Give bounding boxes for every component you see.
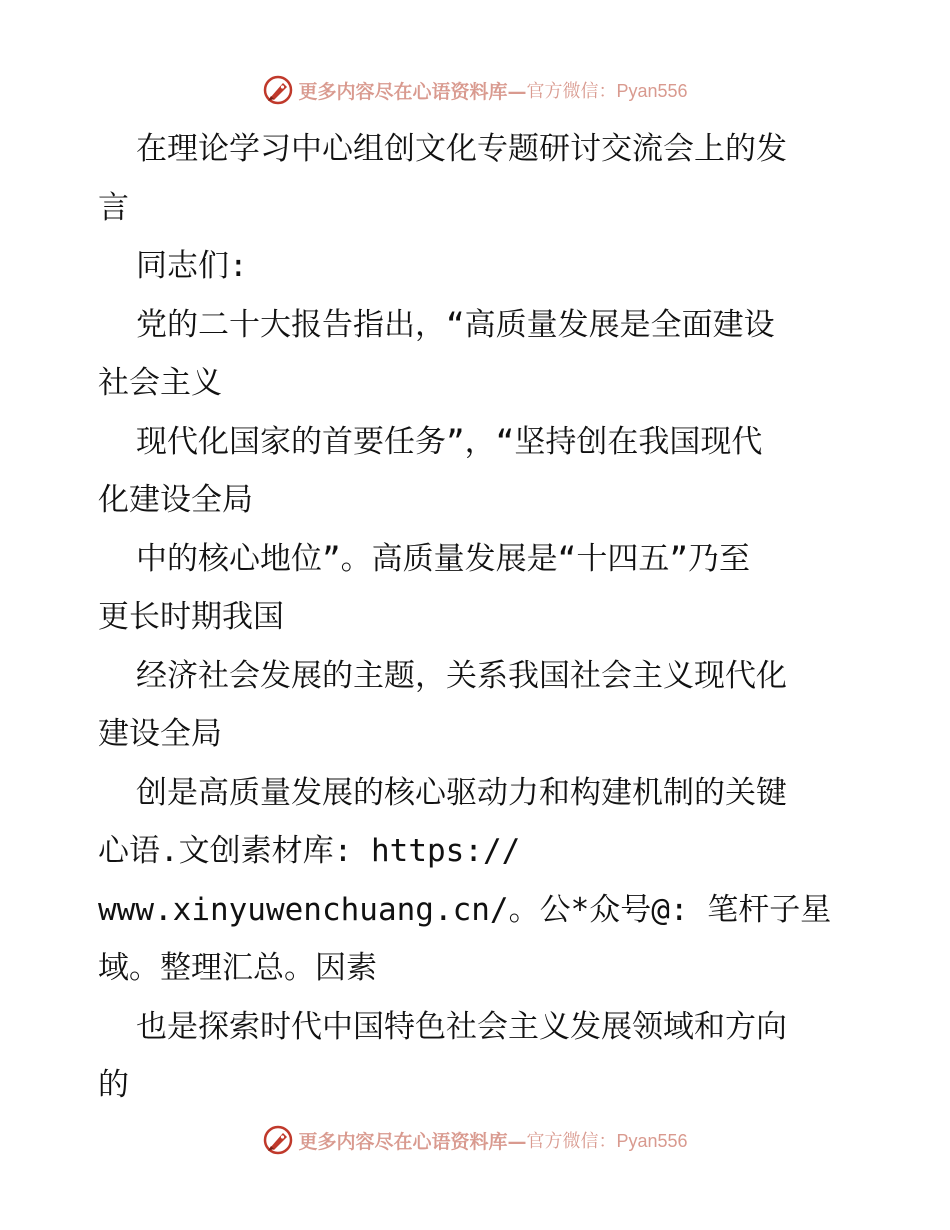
title-line-2: 言 <box>98 189 129 226</box>
paragraph-line: 也是探索时代中国特色社会主义发展领域和方向 <box>136 1008 787 1045</box>
paragraph-line: 化建设全局 <box>98 482 253 518</box>
header-banner-wechat-text: 官方微信：Pyan556 <box>526 81 688 101</box>
footer-banner-wechat-text: 官方微信：Pyan556 <box>526 1131 688 1151</box>
paragraph-line: 的 <box>98 1067 129 1103</box>
paragraph-line: 社会主义 <box>98 365 222 401</box>
paragraph-line: 中的核心地位”。高质量发展是“十四五”乃至 <box>136 540 750 577</box>
paragraph-line: 经济社会发展的主题，关系我国社会主义现代化 <box>136 657 787 694</box>
paragraph-line: 更长时期我国 <box>98 599 284 635</box>
footer-banner <box>0 1120 950 1160</box>
paragraph-line: 心语.文创素材库: https:// <box>98 833 521 869</box>
paragraph-line: www.xinyuwenchuang.cn/。公*众号@: 笔杆子星 <box>98 891 832 928</box>
header-banner <box>0 70 950 110</box>
paragraph-line: 现代化国家的首要任务”，“坚持创在我国现代 <box>136 423 763 460</box>
title-line-1: 在理论学习中心组创文化专题研讨交流会上的发 <box>136 131 787 167</box>
pen-nib-logo-icon <box>262 1124 294 1156</box>
salutation: 同志们: <box>136 248 248 284</box>
paragraph-line: 建设全局 <box>98 716 222 752</box>
pen-nib-logo-icon <box>262 74 294 106</box>
footer-banner-main-text: 更多内容尽在心语资料库— <box>298 1130 527 1153</box>
header-banner-main-text: 更多内容尽在心语资料库— <box>298 80 527 103</box>
paragraph-line: 创是高质量发展的核心驱动力和构建机制的关键 <box>136 774 787 811</box>
paragraph-line: 党的二十大报告指出，“高质量发展是全面建设 <box>136 306 775 343</box>
document-body <box>98 120 858 1115</box>
paragraph-line: 域。整理汇总。因素 <box>98 950 377 986</box>
